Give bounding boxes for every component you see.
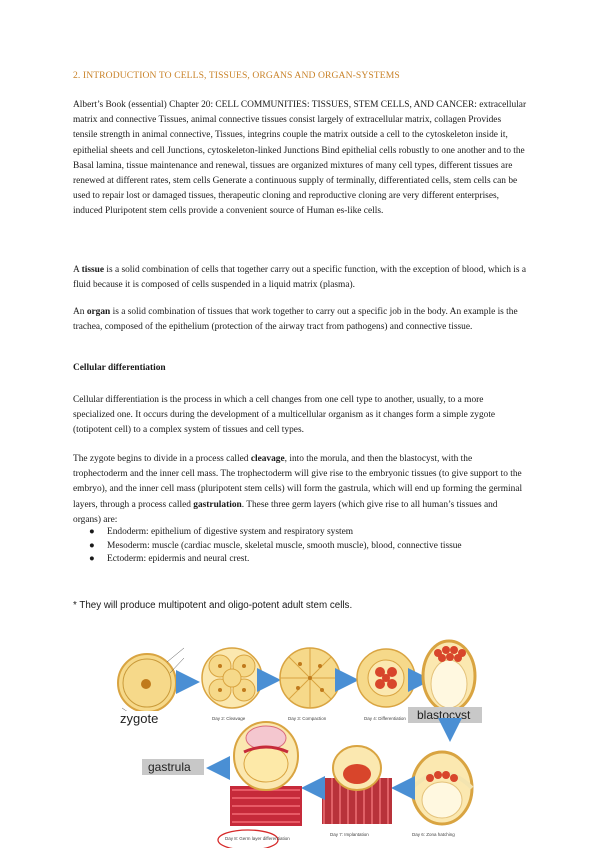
caption-day8: Day 8: Germ layer differentiation bbox=[225, 836, 290, 841]
term-gastrulation: gastrulation bbox=[193, 499, 242, 510]
caption-day6: Day 6: Zona hatching bbox=[412, 832, 455, 837]
list-item: ● Mesoderm: muscle (cardiac muscle, skeletal muscle, smooth muscle), blood, connective tissue bbox=[89, 540, 462, 551]
organ-definition: An organ is a solid combination of tissues that work together to carry out a specific job in the body. An example is the trachea, composed of the epithelium (protection of the airway tract from pathogens) and connective tissue. bbox=[73, 307, 518, 333]
intro-paragraph: Albert’s Book (essential) Chapter 20: CELL COMMUNITIES: TISSUES, STEM CELLS, AND CANCER: extracellular matrix and connective Tissues, animal connective tissues consist largely of extracellular matrix, collagen Provides tensile strength in animal connective, Tissues, integrins couple the matrix outside a cell to the cytoskeleton inside it, epithelial sheets and cell Junctions, cytoskeleton-linked Junctions Bind epithelial cells robustly to one another and to the Basal lamina, tissue maintenance and renewal, tissues are organized mixtures of many cell types, different tissues are renewed at different rates, stem cells Generate a continuous supply of terminally, differentiated cells, stem cells can be used to repair lost or damaged tissues, therapeutic cloning and reproductive cloning are very different enterprises, induced Pluripotent stem cells provide a convenient source of Human es-like cells. bbox=[73, 100, 527, 217]
differentiation-cell-illustration bbox=[357, 649, 415, 707]
zygote-label: zygote bbox=[120, 711, 159, 726]
embryo-development-figure bbox=[112, 628, 482, 848]
zygote-cell-illustration bbox=[118, 648, 184, 716]
tissue-definition: A tissue is a solid combination of cells that together carry out a specific function, with the exception of blood, which is a fluid because it is composed of cells suspended in a liquid matrix (plasma). bbox=[73, 265, 527, 291]
caption-day7: Day 7: Implantation bbox=[330, 832, 369, 837]
germ-layer-list bbox=[73, 526, 527, 567]
caption-day4: Day 4: Differentiation bbox=[364, 716, 406, 721]
implantation-illustration bbox=[322, 746, 392, 824]
heading-cellular-differentiation: Cellular differentiation bbox=[73, 363, 166, 373]
section-title: 2. INTRODUCTION TO CELLS, TISSUES, ORGANS AND ORGAN-SYSTEMS bbox=[73, 70, 400, 81]
blastocyst-cell-illustration bbox=[423, 641, 475, 711]
cleavage-cell-illustration bbox=[202, 648, 262, 708]
stem-cell-note: * They will produce multipotent and oligo-potent adult stem cells. bbox=[73, 600, 353, 611]
gastrula-illustration bbox=[230, 722, 302, 826]
term-organ: organ bbox=[86, 307, 111, 317]
zygote-paragraph: The zygote begins to divide in a process called cleavage, into the morula, and then the blastocyst, with the trophectoderm and the inner cell mass. The trophectoderm will give rise to the embryonic tissues (to give support to the embryo), and the inner cell mass (pluripotent stem cells) will form the gastrula, which will end up forming the germinal layers, through a process called gastrulation. These three germ layers (which give rise to all human’s tissues and organs) are: bbox=[73, 454, 523, 525]
term-cleavage: cleavage bbox=[250, 454, 285, 464]
caption-day2: Day 2: Cleavage bbox=[212, 716, 246, 721]
list-item: ● Endoderm: epithelium of digestive system and respiratory system bbox=[89, 527, 354, 537]
blastocyst-label: blastocyst bbox=[417, 708, 471, 722]
compaction-cell-illustration bbox=[280, 648, 340, 708]
caption-day3: Day 3: Compaction bbox=[288, 716, 327, 721]
term-tissue: tissue bbox=[81, 265, 105, 275]
differentiation-paragraph: Cellular differentiation is the process in which a cell changes from one cell type to another, usually, to a more specialized one. It occurs during the development of a multicellular organism as it changes form a simple zygote (totipotent cell) to a complex system of tissues and cell types. bbox=[73, 395, 496, 436]
gastrula-label: gastrula bbox=[148, 760, 191, 774]
list-item: ● Ectoderm: epidermis and neural crest. bbox=[89, 554, 250, 565]
hatching-cell-illustration bbox=[412, 752, 472, 824]
